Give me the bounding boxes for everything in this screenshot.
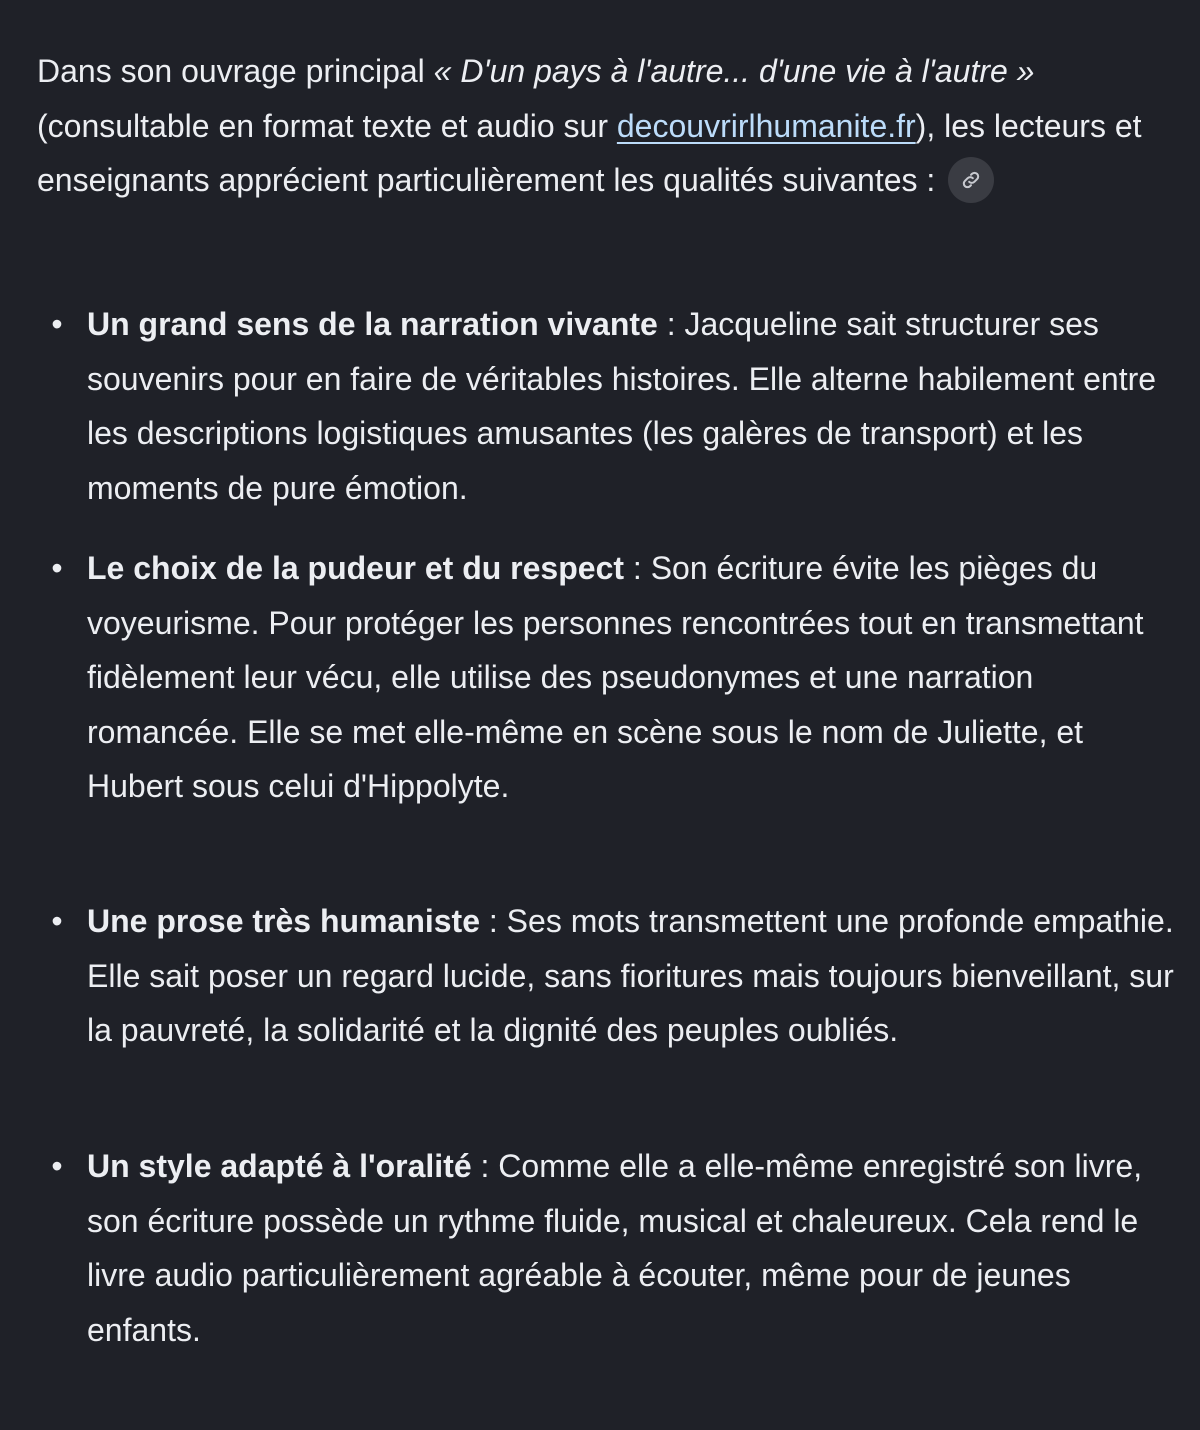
list-item-heading: Une prose très humaniste: [87, 903, 480, 939]
list-item-text: : Son écriture évite les pièges du voyeurisme. Pour protéger les personnes rencontrées tout en transmettant fidèlement leur vécu, elle utilise des pseudonymes et une narration romancée. Elle se met elle-même en scène sous le nom de Juliette, et Hubert sous celui d'Hippolyte.: [87, 550, 1144, 804]
list-item-text: : Comme elle a elle-même enregistré son livre, son écriture possède un rythme fluide, musical et chaleureux. Cela rend le livre audio particulièrement agréable à écouter, même pour de jeunes enfants.: [87, 1148, 1143, 1348]
bullet: •: [51, 1148, 63, 1184]
list-item-heading: Un grand sens de la narration vivante: [87, 306, 658, 342]
list-item-heading: Un style adapté à l'oralité: [87, 1148, 472, 1184]
website-link[interactable]: decouvrirlhumanite.fr: [616, 107, 916, 144]
list-item-heading: Le choix de la pudeur et du respect: [87, 550, 625, 586]
list-item: [51, 894, 1187, 1058]
list-item: [51, 1139, 1187, 1357]
bullet: •: [51, 550, 63, 586]
citation-link-button[interactable]: [948, 157, 994, 203]
response-content: [37, 44, 1187, 1348]
intro-mid: (consultable en format texte et audio sur: [37, 107, 617, 144]
intro-suffix: ), les lecteurs et enseignants apprécient particulièrement les qualités suivantes :: [37, 107, 1142, 198]
list-item: [51, 541, 1187, 814]
bullet: •: [51, 903, 63, 939]
bullet: •: [51, 306, 63, 342]
list-item-text: : Jacqueline sait structurer ses souvenirs pour en faire de véritables histoires. Elle alterne habilement entre les descriptions logistiques amusantes (les galères de transport) et les moments de pure émotion.: [87, 306, 1157, 506]
list-item-text: : Ses mots transmettent une profonde empathie. Elle sait poser un regard lucide, sans fioritures mais toujours bienveillant, sur la pauvreté, la solidarité et la dignité des peuples oubliés.: [87, 903, 1174, 1048]
book-title: « D'un pays à l'autre... d'une vie à l'autre »: [433, 53, 1035, 89]
link-icon: [960, 169, 982, 191]
list-item: [51, 297, 1187, 515]
intro-paragraph: [37, 44, 1187, 208]
intro-prefix: Dans son ouvrage principal: [37, 53, 434, 89]
